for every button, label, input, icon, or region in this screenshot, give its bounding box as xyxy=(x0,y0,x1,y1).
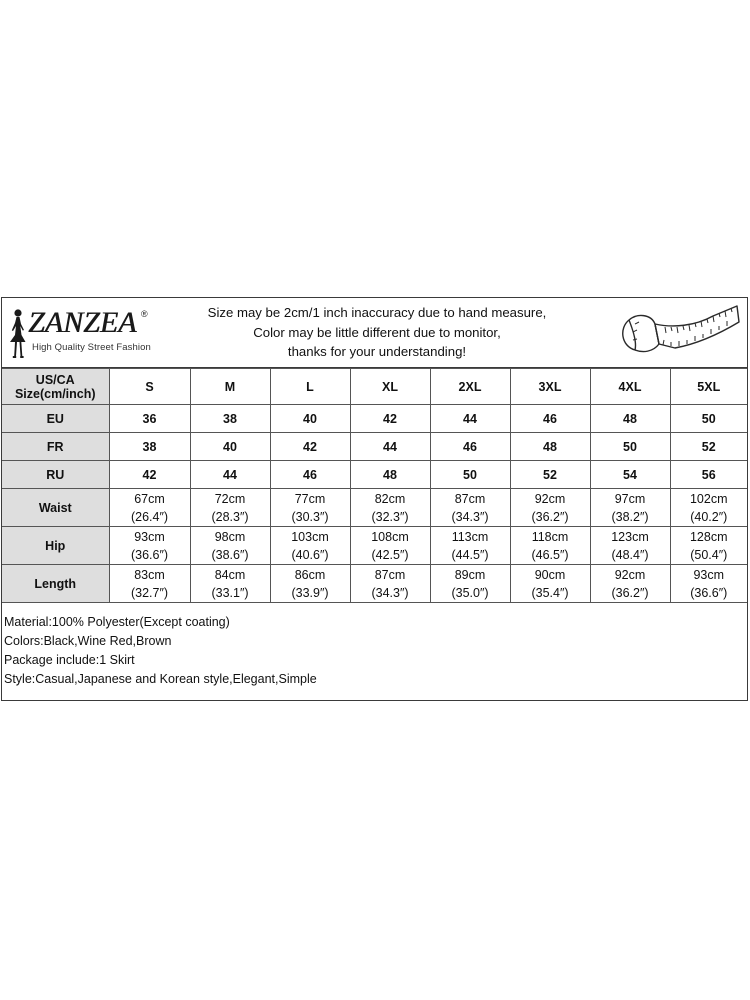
table-cell xyxy=(270,565,350,603)
inch-value: (40.2″) xyxy=(690,509,728,524)
cm-value: 87cm xyxy=(374,567,406,582)
size-column-header: S xyxy=(109,369,190,405)
row-label: Length xyxy=(2,565,109,603)
table-row xyxy=(2,461,747,489)
size-column-header: 5XL xyxy=(670,369,747,405)
cm-value: 98cm xyxy=(214,529,246,544)
cm-value: 128cm xyxy=(689,529,728,544)
table-cell: 36 xyxy=(109,405,190,433)
cm-value: 103cm xyxy=(291,529,329,544)
size-column-header: M xyxy=(190,369,270,405)
inch-value: (35.0″) xyxy=(451,585,489,600)
table-cell: 40 xyxy=(190,433,270,461)
table-cell: 46 xyxy=(430,433,510,461)
table-row xyxy=(2,405,747,433)
table-cell: 44 xyxy=(350,433,430,461)
cm-value: 118cm xyxy=(531,529,569,544)
table-row xyxy=(2,433,747,461)
size-table-body xyxy=(2,369,747,603)
brand-logo xyxy=(4,304,154,362)
table-cell xyxy=(109,489,190,527)
table-cell xyxy=(430,565,510,603)
inch-value: (38.2″) xyxy=(611,509,649,524)
table-cell: 54 xyxy=(590,461,670,489)
table-cell xyxy=(350,565,430,603)
inch-value: (33.1″) xyxy=(211,585,249,600)
woman-silhouette-icon xyxy=(6,308,28,360)
size-table xyxy=(2,368,747,603)
cm-value: 89cm xyxy=(454,567,486,582)
row-label: FR xyxy=(2,433,109,461)
table-cell: 46 xyxy=(510,405,590,433)
inch-value: (36.6″) xyxy=(130,547,169,562)
table-cell xyxy=(350,527,430,565)
inch-value: (32.7″) xyxy=(130,585,169,600)
table-cell xyxy=(270,527,350,565)
table-cell: 42 xyxy=(270,433,350,461)
table-row xyxy=(2,489,747,527)
size-header-label: US/CA Size(cm/inch) xyxy=(2,369,109,405)
cm-value: 93cm xyxy=(134,529,165,544)
registered-mark: ® xyxy=(141,309,148,319)
table-cell xyxy=(510,565,590,603)
table-row xyxy=(2,527,747,565)
table-cell: 48 xyxy=(350,461,430,489)
detail-colors: Colors:Black,Wine Red,Brown xyxy=(4,634,172,648)
size-chart xyxy=(1,297,748,701)
table-row xyxy=(2,565,747,603)
brand-name: ZANZEA xyxy=(28,306,137,339)
table-cell xyxy=(270,489,350,527)
inch-value: (40.6″) xyxy=(291,547,329,562)
cm-value: 102cm xyxy=(689,491,728,506)
inch-value: (36.2″) xyxy=(531,509,569,524)
inch-value: (44.5″) xyxy=(451,547,489,562)
table-cell: 44 xyxy=(190,461,270,489)
notice-line: Color may be little different due to monitor, xyxy=(253,324,501,340)
inch-value: (36.2″) xyxy=(611,585,649,600)
size-column-header: L xyxy=(270,369,350,405)
table-cell: 46 xyxy=(270,461,350,489)
size-column-header: 2XL xyxy=(430,369,510,405)
cm-value: 97cm xyxy=(614,491,646,506)
cm-value: 84cm xyxy=(214,567,246,582)
cm-value: 82cm xyxy=(374,491,406,506)
inch-value: (36.6″) xyxy=(690,585,728,600)
detail-style: Style:Casual,Japanese and Korean style,Elegant,Simple xyxy=(4,672,317,686)
measuring-tape-icon xyxy=(615,300,743,364)
row-label: Hip xyxy=(2,527,109,565)
table-cell: 38 xyxy=(190,405,270,433)
brand-tagline: High Quality Street Fashion xyxy=(32,342,151,353)
cm-value: 93cm xyxy=(693,567,725,582)
table-cell xyxy=(109,565,190,603)
table-cell: 38 xyxy=(109,433,190,461)
measurement-notice xyxy=(162,303,592,362)
inch-value: (34.3″) xyxy=(371,585,409,600)
table-cell xyxy=(430,527,510,565)
table-cell xyxy=(590,489,670,527)
detail-material: Material:100% Polyester(Except coating) xyxy=(4,615,230,629)
notice-line: thanks for your understanding! xyxy=(287,344,467,359)
table-cell xyxy=(590,565,670,603)
cm-value: 90cm xyxy=(534,567,566,582)
inch-value: (26.4″) xyxy=(130,509,169,524)
table-cell: 44 xyxy=(430,405,510,433)
inch-value: (50.4″) xyxy=(690,547,728,562)
table-cell xyxy=(190,489,270,527)
cm-value: 86cm xyxy=(294,567,326,582)
size-column-header: 3XL xyxy=(510,369,590,405)
table-cell xyxy=(590,527,670,565)
inch-value: (32.3″) xyxy=(371,509,409,524)
table-cell xyxy=(510,527,590,565)
table-cell: 40 xyxy=(270,405,350,433)
product-details xyxy=(4,613,317,689)
table-cell xyxy=(190,527,270,565)
table-cell: 42 xyxy=(109,461,190,489)
size-chart-header xyxy=(2,298,747,368)
table-cell xyxy=(430,489,510,527)
inch-value: (42.5″) xyxy=(371,547,409,562)
size-header-row xyxy=(2,369,747,405)
size-column-header: 4XL xyxy=(590,369,670,405)
cm-value: 67cm xyxy=(134,491,165,506)
notice-line: Size may be 2cm/1 inch inaccuracy due to hand measure, xyxy=(207,305,547,320)
cm-value: 113cm xyxy=(451,529,489,544)
cm-value: 83cm xyxy=(134,567,165,582)
inch-value: (34.3″) xyxy=(451,509,489,524)
table-cell: 56 xyxy=(670,461,747,489)
table-cell xyxy=(109,527,190,565)
table-cell: 42 xyxy=(350,405,430,433)
cm-value: 123cm xyxy=(611,529,649,544)
detail-package: Package include:1 Skirt xyxy=(4,653,135,667)
table-cell xyxy=(670,527,747,565)
size-column-header: XL xyxy=(350,369,430,405)
table-cell: 48 xyxy=(590,405,670,433)
inch-value: (38.6″) xyxy=(211,547,249,562)
inch-value: (46.5″) xyxy=(531,547,569,562)
cm-value: 92cm xyxy=(614,567,646,582)
cm-value: 77cm xyxy=(294,491,326,506)
inch-value: (48.4″) xyxy=(611,547,649,562)
inch-value: (30.3″) xyxy=(291,509,329,524)
row-label: RU xyxy=(2,461,109,489)
cm-value: 92cm xyxy=(534,491,566,506)
cm-value: 72cm xyxy=(214,491,246,506)
table-cell xyxy=(510,489,590,527)
table-cell: 50 xyxy=(430,461,510,489)
inch-value: (35.4″) xyxy=(531,585,569,600)
cm-value: 87cm xyxy=(454,491,486,506)
table-cell xyxy=(670,489,747,527)
cm-value: 108cm xyxy=(371,529,409,544)
table-cell: 52 xyxy=(510,461,590,489)
table-cell: 50 xyxy=(590,433,670,461)
row-label: EU xyxy=(2,405,109,433)
table-cell xyxy=(190,565,270,603)
table-cell xyxy=(350,489,430,527)
table-cell: 52 xyxy=(670,433,747,461)
table-cell: 50 xyxy=(670,405,747,433)
table-cell: 48 xyxy=(510,433,590,461)
inch-value: (33.9″) xyxy=(291,585,329,600)
table-cell xyxy=(670,565,747,603)
inch-value: (28.3″) xyxy=(211,509,249,524)
row-label: Waist xyxy=(2,489,109,527)
